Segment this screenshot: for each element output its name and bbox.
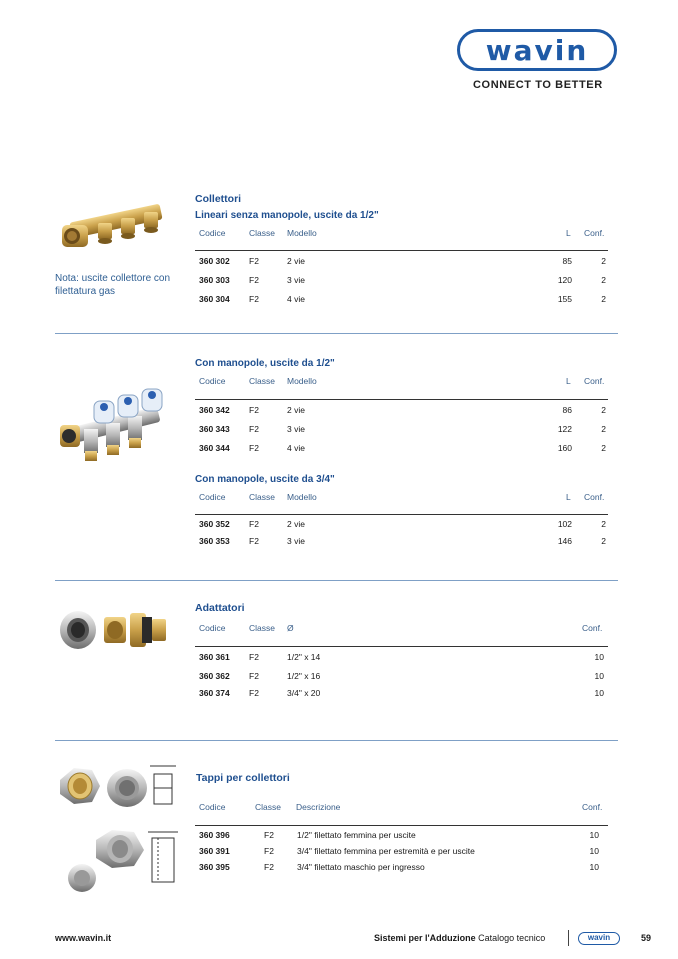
cell-model: 2 vie	[287, 256, 305, 266]
footer-catalog	[374, 933, 545, 943]
col-header-conf: Conf.	[584, 492, 605, 502]
cell-class: F2	[249, 443, 259, 453]
cell-class: F2	[249, 688, 259, 698]
footer-divider	[568, 930, 569, 946]
cell-model: 2 vie	[287, 405, 305, 415]
cell-class: F2	[249, 519, 259, 529]
table-rule	[195, 514, 608, 515]
col-header-classe: Classe	[249, 228, 275, 238]
page-number: 59	[641, 933, 652, 943]
cell-conf: 10	[589, 830, 599, 840]
section-title-adattatori: Adattatori	[195, 602, 245, 614]
cell-model: 4 vie	[287, 294, 305, 304]
cell-model: 3 vie	[287, 536, 305, 546]
cell-length: 86	[562, 405, 572, 415]
cell-description: 3/4" filettato femmina per estremità e per uscite	[297, 846, 475, 856]
cell-conf: 10	[594, 688, 604, 698]
cell-diameter: 1/2" x 16	[287, 671, 321, 681]
cell-model: 3 vie	[287, 424, 305, 434]
note-line: Nota: uscite collettore con	[55, 273, 171, 284]
col-header-conf: Conf.	[582, 802, 603, 812]
cell-code: 360 344	[199, 443, 230, 453]
col-header-classe: Classe	[249, 623, 275, 633]
section-subtitle: Con manopole, uscite da 3/4"	[195, 474, 335, 485]
section-title-tappi: Tappi per collettori	[196, 772, 290, 784]
cell-class: F2	[264, 862, 274, 872]
cell-code: 360 304	[199, 294, 230, 304]
footer-website: www.wavin.it	[55, 933, 112, 943]
col-header-codice: Codice	[199, 623, 226, 633]
cell-code: 360 353	[199, 536, 230, 546]
col-header-modello: Modello	[287, 492, 317, 502]
col-header-conf: Conf.	[582, 623, 603, 633]
footer-catalog-bold: Sistemi per l'Adduzione	[374, 933, 476, 943]
col-header-codice: Codice	[199, 492, 226, 502]
cell-conf: 2	[601, 294, 606, 304]
col-header-modello: Modello	[287, 376, 317, 386]
cell-conf: 2	[601, 443, 606, 453]
cell-conf: 10	[594, 671, 604, 681]
cell-code: 360 361	[199, 652, 230, 662]
cell-conf: 10	[594, 652, 604, 662]
cell-description: 3/4" filettato maschio per ingresso	[297, 862, 425, 872]
cell-code: 360 395	[199, 862, 230, 872]
cell-diameter: 3/4" x 20	[287, 688, 321, 698]
note-line: filettatura gas	[55, 286, 116, 297]
cell-description: 1/2" filettato femmina per uscite	[297, 830, 416, 840]
cell-length: 160	[557, 443, 572, 453]
cell-conf: 2	[601, 519, 606, 529]
caps-image	[52, 758, 182, 898]
cell-code: 360 396	[199, 830, 230, 840]
cell-conf: 2	[601, 424, 606, 434]
table-rule	[195, 825, 608, 826]
cell-code: 360 352	[199, 519, 230, 529]
section-subtitle: Con manopole, uscite da 1/2"	[195, 358, 335, 369]
wavin-logo: wavin	[457, 29, 617, 71]
section-divider	[55, 740, 618, 741]
footer-catalog-rest: Catalogo tecnico	[475, 933, 546, 943]
note-text	[55, 272, 170, 298]
col-header-descrizione: Descrizione	[296, 802, 341, 812]
cell-code: 360 342	[199, 405, 230, 415]
table-rule	[195, 646, 608, 647]
cell-code: 360 391	[199, 846, 230, 856]
col-header-l: L	[566, 492, 571, 502]
cell-class: F2	[249, 405, 259, 415]
cell-class: F2	[249, 671, 259, 681]
cell-class: F2	[264, 830, 274, 840]
cell-conf: 2	[601, 275, 606, 285]
col-header-conf: Conf.	[584, 228, 605, 238]
col-header-codice: Codice	[199, 228, 226, 238]
cell-class: F2	[249, 294, 259, 304]
footer-wavin-logo: wavin	[578, 932, 620, 945]
cell-code: 360 303	[199, 275, 230, 285]
col-header-codice: Codice	[199, 376, 226, 386]
cell-class: F2	[249, 275, 259, 285]
col-header-l: L	[566, 376, 571, 386]
cell-length: 122	[557, 424, 572, 434]
cell-length: 120	[557, 275, 572, 285]
cell-class: F2	[249, 652, 259, 662]
col-header-classe: Classe	[249, 376, 275, 386]
cell-code: 360 374	[199, 688, 230, 698]
cell-model: 3 vie	[287, 275, 305, 285]
table-rule	[195, 250, 608, 251]
table-rule	[195, 399, 608, 400]
col-header-modello: Modello	[287, 228, 317, 238]
cell-code: 360 343	[199, 424, 230, 434]
section-divider	[55, 580, 618, 581]
col-header-classe: Classe	[255, 802, 281, 812]
col-header-l: L	[566, 228, 571, 238]
manifold-valves-image	[58, 385, 170, 465]
tagline: CONNECT TO BETTER	[473, 79, 603, 91]
cell-conf: 2	[601, 405, 606, 415]
cell-conf: 2	[601, 536, 606, 546]
section-divider	[55, 333, 618, 334]
col-header-codice: Codice	[199, 802, 226, 812]
cell-conf: 10	[589, 862, 599, 872]
cell-conf: 2	[601, 256, 606, 266]
cell-diameter: 1/2" x 14	[287, 652, 321, 662]
cell-class: F2	[264, 846, 274, 856]
manifold-linear-image	[58, 195, 170, 255]
cell-length: 155	[557, 294, 572, 304]
col-header-conf: Conf.	[584, 376, 605, 386]
col-header-diameter: Ø	[287, 623, 294, 633]
section-title-collettori: Collettori	[195, 193, 242, 205]
cell-model: 4 vie	[287, 443, 305, 453]
section-subtitle: Lineari senza manopole, uscite da 1/2"	[195, 210, 379, 221]
cell-model: 2 vie	[287, 519, 305, 529]
cell-length: 85	[562, 256, 572, 266]
cell-length: 146	[557, 536, 572, 546]
adapter-image	[58, 605, 170, 653]
cell-conf: 10	[589, 846, 599, 856]
col-header-classe: Classe	[249, 492, 275, 502]
cell-length: 102	[557, 519, 572, 529]
cell-class: F2	[249, 256, 259, 266]
cell-class: F2	[249, 424, 259, 434]
cell-class: F2	[249, 536, 259, 546]
cell-code: 360 362	[199, 671, 230, 681]
cell-code: 360 302	[199, 256, 230, 266]
